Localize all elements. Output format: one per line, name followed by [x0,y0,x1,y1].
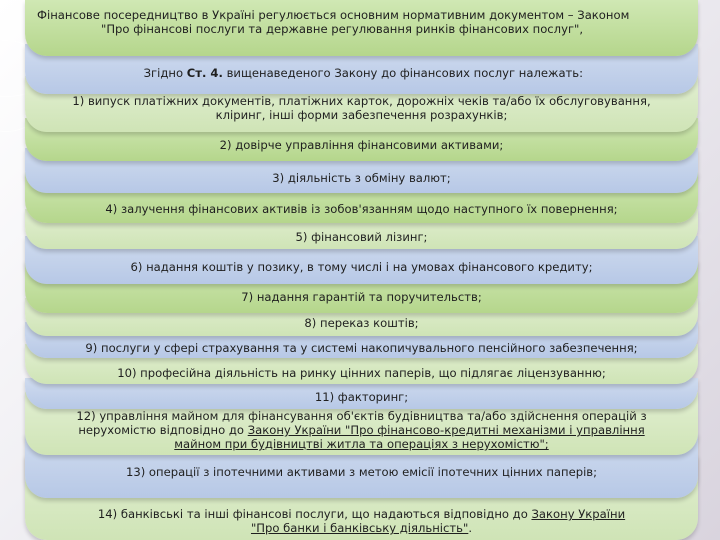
services-list [25,0,698,540]
item-text: 2) довірче управління фінансовими активами; [219,138,504,152]
article-reference: Ст. 4. [186,66,223,80]
law-link[interactable]: майном при будівництві житла та операціях з нерухомістю"; [174,437,549,451]
item-text: 11) факторинг; [314,390,409,404]
intro-line: Фінансове посередництво в Україні регулюється основним нормативним документом – Законом [37,8,630,22]
item-1: 1) випуск платіжних документів, платіжних карток, дорожніх чеків та/або їх обслуговування, кліринг, інші форми забезпечення розрахунків; [25,76,698,132]
item-text: 7) надання гарантій та поручительств; [241,290,482,304]
item-text: 9) послуги у сфері страхування та у системі накопичувального пенсійного забезпечення; [85,341,638,355]
law-link[interactable]: "Про банки і банківську діяльність" [250,521,469,535]
law-link[interactable]: Закону України "Про фінансово-кредитні механізми і управління [247,423,645,437]
law-link[interactable]: Закону України [531,507,626,521]
item-text: 4) залучення фінансових активів із зобов'язанням щодо наступного їх повернення; [105,202,618,216]
item-text: 3) діяльність з обміну валют; [272,171,451,185]
item-14: 14) банківські та інші фінансові послуги, що надаються відповідно до Закону України "Про банки і банківську діяльність". [25,455,698,540]
item-text: 8) переказ коштів; [304,316,419,330]
item-text: 5) фінансовий лізинг; [295,230,428,244]
intro-line: "Про фінансові послуги та державне регулювання ринків фінансових послуг", [101,22,584,36]
intro-block [25,0,698,56]
item-12: 12) управління майном для фінансування об'єктів будівництва та/або здійснення операцій з нерухомістю відповідно до Закону України "Про фінансово-кредитні механізми і управління майном при будівництві житла та операціях з нерухомістю"; [25,392,698,455]
article-header: Згідно Ст. 4. вищенаведеного Закону до фінансових послуг належать: [25,44,698,94]
item-text: 6) надання коштів у позику, в тому числі і на умовах фінансового кредиту; [130,260,593,274]
item-text: 13) операції з іпотечними активами з метою емісії іпотечних цінних паперів; [125,465,598,479]
item-text: 10) професійна діяльність на ринку цінних паперів, що підлягає ліцензуванню; [117,366,606,380]
